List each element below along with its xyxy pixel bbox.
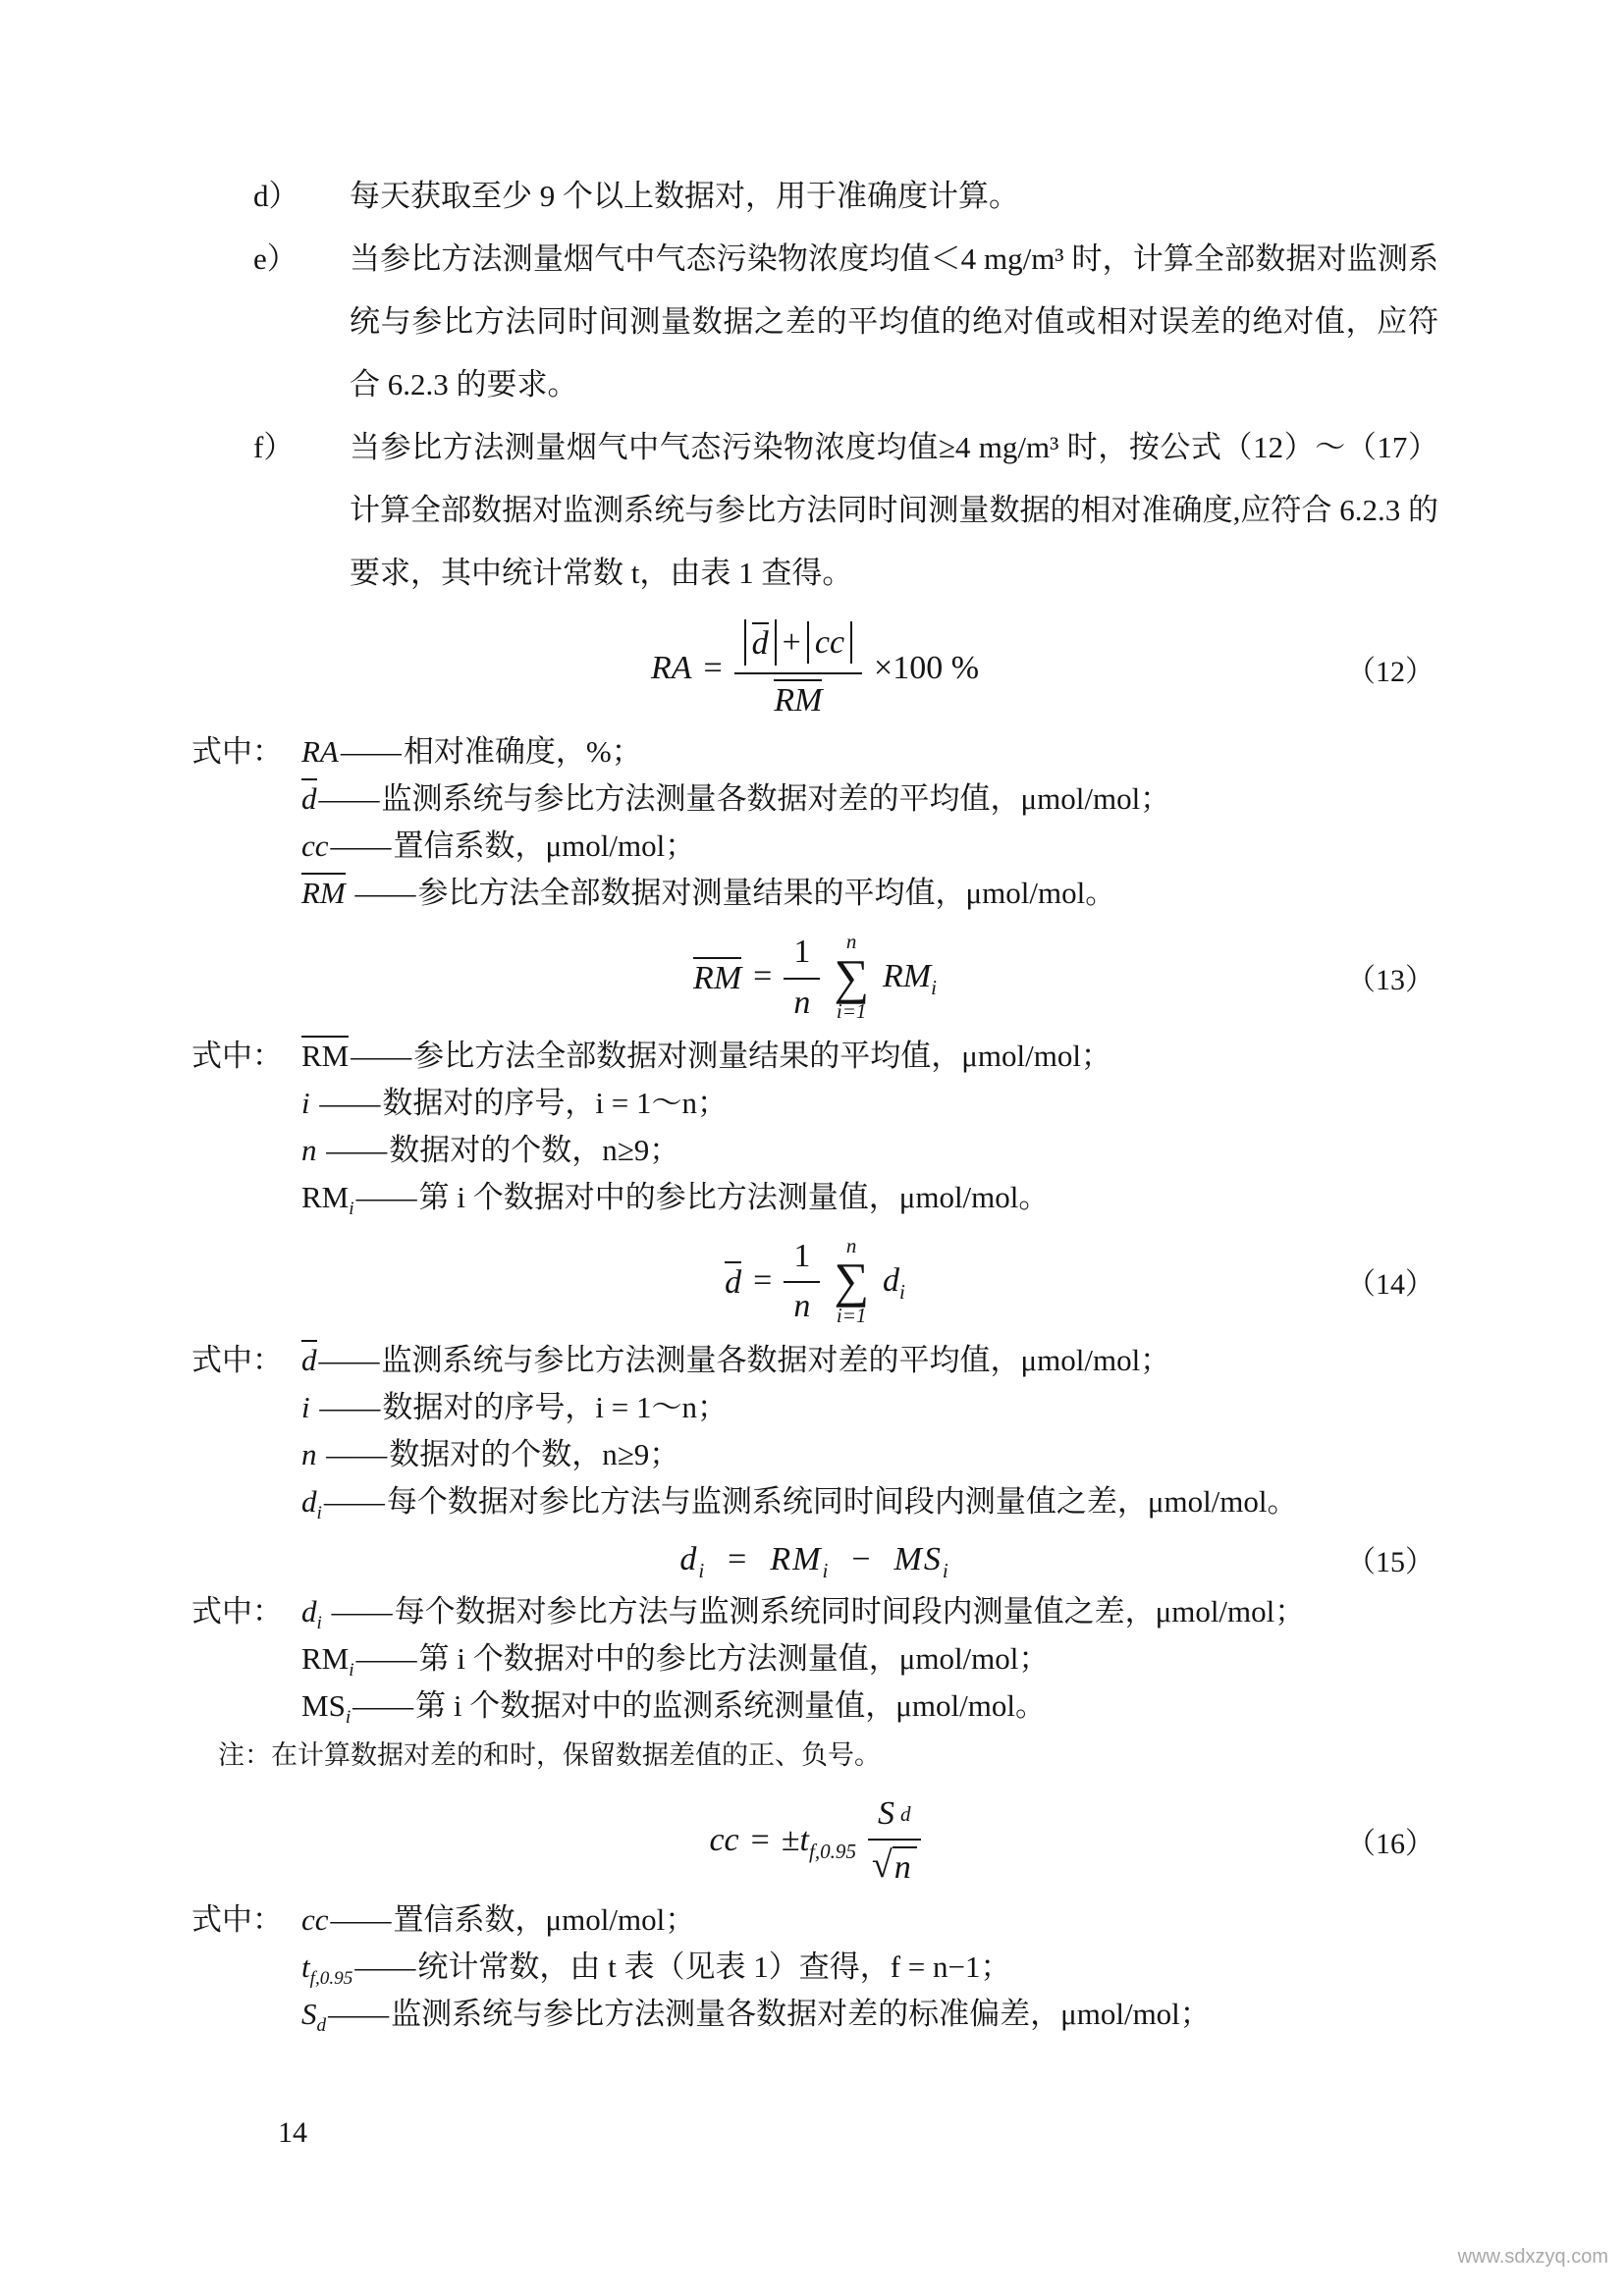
term-dash: —— [352, 1688, 414, 1724]
legend-row [191, 728, 1438, 775]
formula-expression [679, 1541, 950, 1582]
term-definition: 监测系统与参比方法测量各数据对差的平均值，μmol/mol； [381, 1342, 1171, 1377]
term-dash: —— [311, 1389, 381, 1424]
term-symbol: i [301, 1086, 310, 1121]
formula-intro-label: 式中： [191, 1039, 283, 1074]
sum-lower-limit: i=1 [836, 1303, 867, 1327]
list-item-text: 当参比方法测量烟气中气态污染物浓度均值＜4 mg/m³ 时，计算全部数据对监测系统与参比方法同时间测量数据之差的平均值的绝对值或相对误差的绝对值，应符合 6.2.3 的要求。 [350, 241, 1438, 401]
term-definition: 数据对的序号，i = 1～n； [382, 1086, 728, 1121]
formula-intro-label: 式中： [191, 734, 283, 770]
numerator: 1 [784, 1237, 820, 1283]
legend-row [191, 1337, 1438, 1384]
term-symbol: $d_i$ [301, 1594, 322, 1634]
equation-number: （15） [1346, 1545, 1435, 1578]
term-definition: 每个数据对参比方法与监测系统同时间段内测量值之差，μmol/mol； [394, 1594, 1306, 1629]
term-definition: 第 i 个数据对中的参比方法测量值，μmol/mol； [418, 1641, 1050, 1677]
term-dash: —— [330, 828, 392, 864]
list-item-label: e） [253, 241, 298, 276]
term-dash: —— [318, 781, 380, 817]
term-dash: —— [351, 1039, 412, 1074]
equation-number: （14） [1346, 1267, 1435, 1301]
minuend: $RM_i$ [770, 1541, 831, 1582]
equation-number: （12） [1346, 656, 1435, 689]
fraction [734, 618, 862, 719]
note-text: 在计算数据对差的和时，保留数据差值的正、负号。 [271, 1740, 881, 1771]
legend-row [191, 1682, 1438, 1730]
term-dash: —— [355, 1180, 417, 1215]
list-item-e [253, 228, 1438, 416]
term-dash: —— [318, 1342, 380, 1377]
square-root-icon: √ [871, 1844, 893, 1887]
legend-row [191, 1588, 1438, 1635]
term-definition: 第 i 个数据对中的参比方法测量值，μmol/mol。 [418, 1180, 1050, 1215]
term-symbol: i [301, 1389, 310, 1424]
formula-lhs: d [725, 1261, 741, 1302]
term-dash: —— [355, 1641, 417, 1677]
formula-lhs: RA [650, 650, 692, 687]
formula-14 [191, 1235, 1438, 1327]
legend-row [191, 1635, 1438, 1682]
sigma-icon: ∑ [834, 1253, 869, 1308]
term-symbol: n [301, 1133, 317, 1168]
minus-sign: − [851, 1541, 873, 1578]
formula-lhs: $d_i$ [679, 1541, 707, 1582]
equation-number: （13） [1346, 964, 1435, 997]
term-dash: —— [323, 1594, 393, 1629]
formula-intro-label: 式中： [191, 1902, 283, 1938]
term-definition: 相对准确度，%； [403, 734, 642, 770]
term-definition: 数据对的个数，n≥9； [389, 1436, 680, 1471]
page-number: 14 [278, 2116, 307, 2149]
term-symbol: $t_{f,0.95}$ [301, 1949, 353, 1990]
sum-symbol [834, 931, 869, 1023]
sum-symbol [834, 1235, 869, 1327]
plus-sign: + [782, 623, 801, 661]
equals-sign: = [753, 1261, 773, 1299]
legend-row [191, 1944, 1438, 1991]
term-definition: 第 i 个数据对中的监测系统测量值，μmol/mol。 [415, 1688, 1046, 1724]
formula-intro-label: 式中： [191, 1594, 283, 1629]
legend-row [191, 775, 1438, 823]
numerator: S d [868, 1794, 921, 1841]
equals-sign: = [750, 1822, 770, 1859]
term-definition: 每个数据对参比方法与监测系统同时间段内测量值之差，μmol/mol。 [386, 1483, 1298, 1519]
term-definition: 数据对的序号，i = 1～n； [382, 1389, 728, 1424]
list-item-text: 每天获取至少 9 个以上数据对，用于准确度计算。 [350, 179, 1019, 213]
note-label: 注： [218, 1740, 271, 1771]
sum-upper-limit: n [845, 1234, 857, 1258]
term-definition: 监测系统与参比方法测量各数据对差的标准偏差，μmol/mol； [391, 1997, 1211, 2032]
term-symbol: $MS_i$ [301, 1688, 352, 1729]
term-dash: —— [328, 1997, 390, 2032]
denominator: √ n [872, 1841, 917, 1887]
term-symbol: cc [301, 828, 329, 864]
sigma-icon: ∑ [834, 948, 869, 1004]
term-dash: —— [323, 1483, 385, 1519]
term-symbol: d [301, 1340, 317, 1376]
legend-row [191, 1896, 1438, 1944]
denominator: n [793, 984, 811, 1021]
equation-number: （16） [1346, 1828, 1435, 1861]
term-dash: —— [330, 1902, 392, 1938]
term-symbol: $d_i$ [301, 1483, 322, 1523]
term-definition: 统计常数，由 t 表（见表 1）查得，f = n−1； [417, 1949, 1011, 1985]
legend-row [191, 870, 1438, 917]
legend-row [191, 1991, 1438, 2038]
absolute-value: cc [807, 621, 852, 664]
term-symbol: RM [301, 1036, 349, 1072]
watermark: www.sdxzyq.com [1457, 2246, 1608, 2268]
numerator: 1 [784, 933, 820, 979]
list-item-label: f） [253, 430, 295, 464]
summand: $RM_i$ [882, 958, 937, 1000]
formula-lhs: cc [709, 1822, 739, 1859]
formula-expression [693, 931, 937, 1023]
term-dash: —— [318, 1133, 388, 1168]
term-dash: —— [347, 876, 416, 911]
sum-upper-limit: n [845, 930, 857, 954]
term-definition: 置信系数，μmol/mol； [393, 1902, 696, 1938]
legend-row [191, 823, 1438, 870]
formula-12 [191, 618, 1438, 719]
legend-row [191, 1384, 1438, 1431]
subtrahend: $MS_i$ [893, 1541, 950, 1582]
equals-sign: = [703, 650, 723, 687]
term-symbol: d [301, 778, 317, 815]
coefficient: $\pm t_{f,0.95}$ [781, 1822, 856, 1863]
term-definition: 参比方法全部数据对测量结果的平均值，μmol/mol； [413, 1039, 1111, 1074]
sum-lower-limit: i=1 [836, 999, 867, 1024]
term-symbol: $RM_i$ [301, 1641, 354, 1682]
term-symbol: n [301, 1436, 317, 1471]
multiplier: ×100 % [874, 650, 980, 687]
formula-15 [191, 1539, 1438, 1582]
term-definition: 数据对的个数，n≥9； [389, 1133, 680, 1168]
list-item-d [253, 165, 1438, 228]
formula-expression [725, 1235, 905, 1327]
list-item-f [253, 416, 1438, 605]
term-symbol: $S_d$ [301, 1997, 327, 2037]
legend-row [191, 1033, 1438, 1080]
formula-13 [191, 931, 1438, 1023]
equals-sign: = [753, 958, 773, 995]
legend-row [191, 1127, 1438, 1174]
symbol-legend [191, 1896, 1438, 2038]
formula-intro-label: 式中： [191, 1342, 283, 1377]
term-symbol: RM [301, 873, 346, 909]
term-dash: —— [354, 1949, 416, 1985]
equals-sign: = [728, 1541, 749, 1578]
denominator: n [793, 1288, 811, 1325]
legend-row [191, 1478, 1438, 1525]
term-dash: —— [340, 734, 402, 770]
absolute-value: d [744, 619, 777, 666]
term-symbol: RA [301, 734, 339, 770]
summand: $d_i$ [882, 1261, 905, 1304]
formula-lhs: RM [693, 957, 741, 997]
term-symbol: cc [301, 1902, 329, 1938]
symbol-legend [191, 1033, 1438, 1221]
term-dash: —— [318, 1436, 388, 1471]
fraction [784, 933, 820, 1021]
term-symbol: $RM_i$ [301, 1180, 354, 1220]
term-definition: 置信系数，μmol/mol； [393, 828, 696, 864]
formula-16 [191, 1794, 1438, 1887]
page-content [191, 165, 1438, 2042]
legend-row [191, 1431, 1438, 1478]
symbol-legend [191, 1588, 1438, 1781]
symbol-legend [191, 728, 1438, 917]
formula-expression [709, 1794, 920, 1887]
list-item-text: 当参比方法测量烟气中气态污染物浓度均值≥4 mg/m³ 时，按公式（12）～（17）计算全部数据对监测系统与参比方法同时间测量数据的相对准确度,应符合 6.2.3 的要求，其中统计常数 t，由表 1 查得。 [350, 430, 1438, 590]
term-definition: 监测系统与参比方法测量各数据对差的平均值，μmol/mol； [381, 781, 1171, 817]
note-row [218, 1730, 1438, 1781]
legend-row [191, 1080, 1438, 1127]
numerator [734, 618, 862, 674]
term-definition: 参比方法全部数据对测量结果的平均值，μmol/mol。 [417, 876, 1116, 911]
list-item-label: d） [253, 179, 299, 213]
formula-expression [651, 618, 979, 719]
symbol-legend [191, 1337, 1438, 1525]
legend-row [191, 1174, 1438, 1221]
fraction [868, 1794, 921, 1887]
term-dash: —— [311, 1086, 381, 1121]
denominator: RM [774, 674, 822, 720]
fraction [784, 1237, 820, 1325]
